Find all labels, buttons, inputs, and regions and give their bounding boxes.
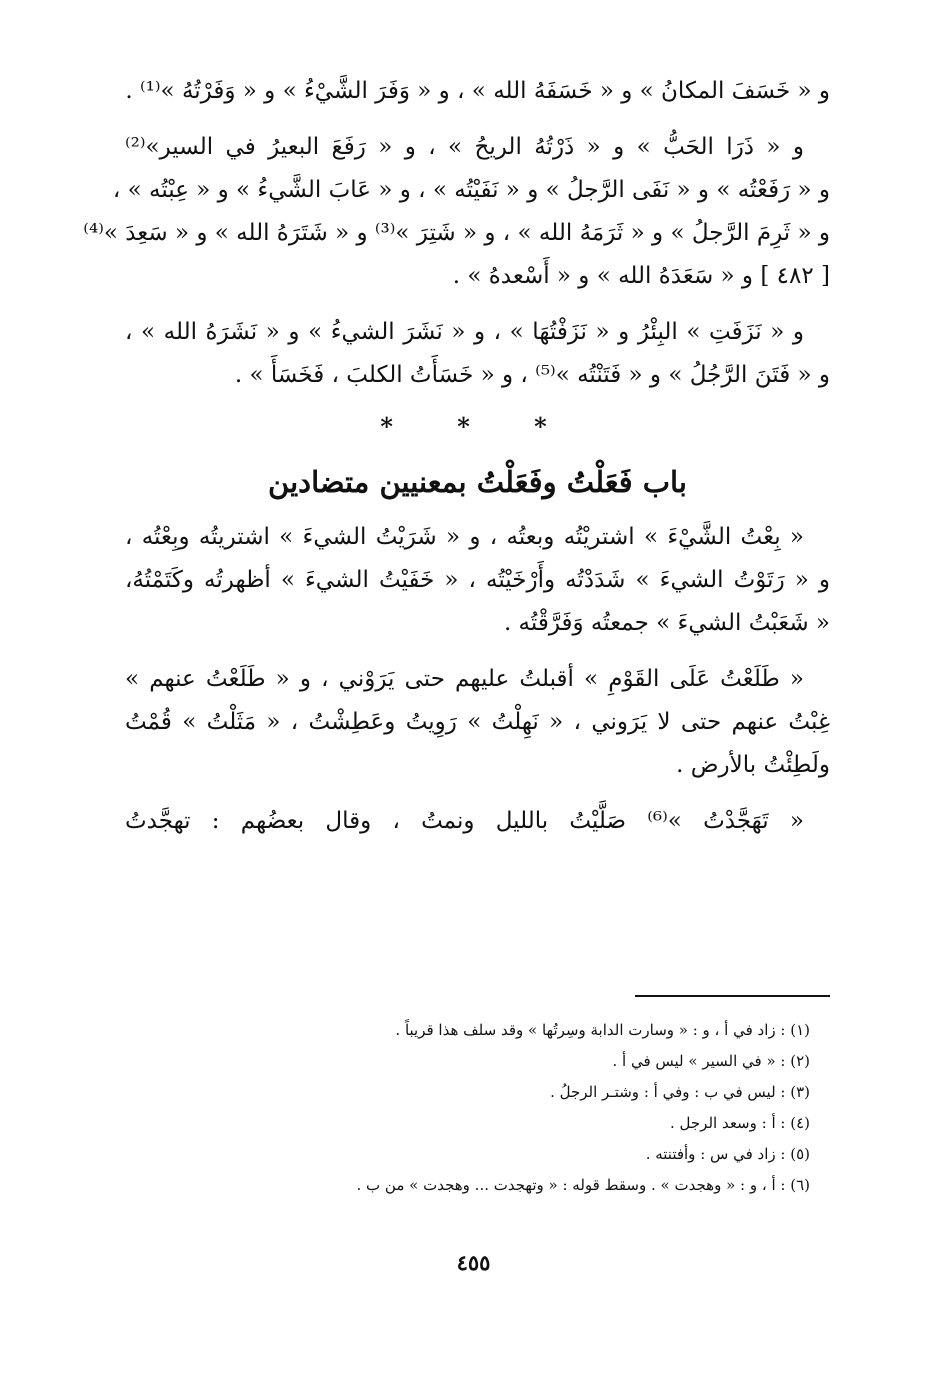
text-line: « طَلَعْتُ عَلَى القَوْمِ » أقبلتُ عليهم حتى يَرَوْني ، و « طَلَعْتُ عنهم » (125, 666, 804, 692)
text-line: و « خَسَفَ المكانُ » و « خَسَفَهُ الله » ، و « وَفَرَ الشَّيْءُ » و « وَفَرْتُهُ »⁽¹⁾ . (125, 78, 830, 104)
footnote: (١) : زاد في أ ، و : « وسارت الدابة وسِرتُها » وقد سلف هذا قريباً . (395, 1021, 810, 1039)
footnotes (140, 1015, 810, 1201)
footnote-divider (635, 995, 830, 997)
main-text (83, 70, 830, 856)
text-line: و « فَتَنَ الرَّجُلُ » و « فَتَنْتُه »⁽⁵⁾ ، و « خَسَأَتُ الكلبَ ، فَخَسَأَ » . (234, 362, 830, 388)
text-line: و « رَتَوْتُ الشيءَ » شَدَدْتُه وأَرْخَيْتُه ، « خَفَيْتُ الشيءَ » أظهرتُه وكَتَمْتُهُ، (125, 567, 830, 593)
section-separator: * * * (380, 412, 575, 441)
page-number: ٤٥٥ (456, 1250, 491, 1275)
chapter-heading: باب فَعَلْتُ وفَعَلْتُ بمعنيين متضادين (268, 465, 687, 499)
text-line: و « نَزَفَتِ » البِئْرُ و « نَزَفْتُهَا » ، و « نَشَرَ الشيءُ » و « نَشَرَهُ الله » ، (125, 319, 804, 345)
footnote: (٤) : أ : وسعد الرجل . (670, 1114, 810, 1132)
text-line: غِبْتُ عنهم حتى لا يَرَوني ، « نَهِلْتُ » رَوِيتُ وعَطِشْتُ ، « مَثَلْتُ » قُمْتُ (125, 709, 830, 735)
paragraph (125, 311, 830, 397)
footnote: (٣) : ليس في ب : وفي أ : وشتـر الرجلُ . (550, 1083, 810, 1101)
paragraph (125, 70, 830, 113)
text-line: [ ٤٨٢ ] و « سَعَدَهُ الله » و « أَسْعدهُ » . (452, 263, 830, 289)
text-line: و « رَفَعْتُه » و « نَفَى الرَّجلُ » و « نَفَيْتُه » ، و « عَابَ الشَّيءُ » و « عِبْتُه » ، (112, 177, 830, 203)
text-line: و « ذَرَا الحَبُّ » و « ذَرْتُهُ الريحُ » ، و « رَفَعَ البعيرُ في السير»⁽²⁾ (125, 134, 804, 160)
footnote: (٦) : أ ، و : « وهجدت » . وسقط قوله : « وتهجدت ... وهجدت » من ب . (356, 1176, 810, 1194)
text-line: ولَطِئْتُ بالأرض . (676, 752, 830, 778)
paragraph (83, 126, 830, 298)
footnote: (٢) : « في السير » ليس في أ . (612, 1052, 810, 1070)
text-line: « شَعَبْتُ الشيءَ » جمعتُه وَفَرَّقْتُه . (503, 610, 830, 636)
text-line: « بِعْتُ الشَّيْءَ » اشتريْتُه وبعتُه ، و « شَرَيْتُ الشيءَ » اشتريتُه وبِعْتُه ، (125, 524, 804, 550)
paragraph (125, 658, 830, 787)
text-line: « تَهَجَّدْتُ »⁽⁶⁾ صَلَّيْتُ بالليل ونمتُ ، وقال بعضُهم : تهجَّدتُ (125, 808, 804, 834)
footnote: (٥) : زاد في س : وأفتنته . (645, 1145, 810, 1163)
paragraph (125, 800, 830, 843)
text-line: و « ثَرِمَ الرَّجلُ » و « ثَرَمَهُ الله » ، و « شَتِرَ »⁽³⁾ و « شَتَرَهُ الله » و « سَعِدَ »⁽⁴⁾ (83, 220, 830, 246)
paragraph (125, 516, 830, 645)
